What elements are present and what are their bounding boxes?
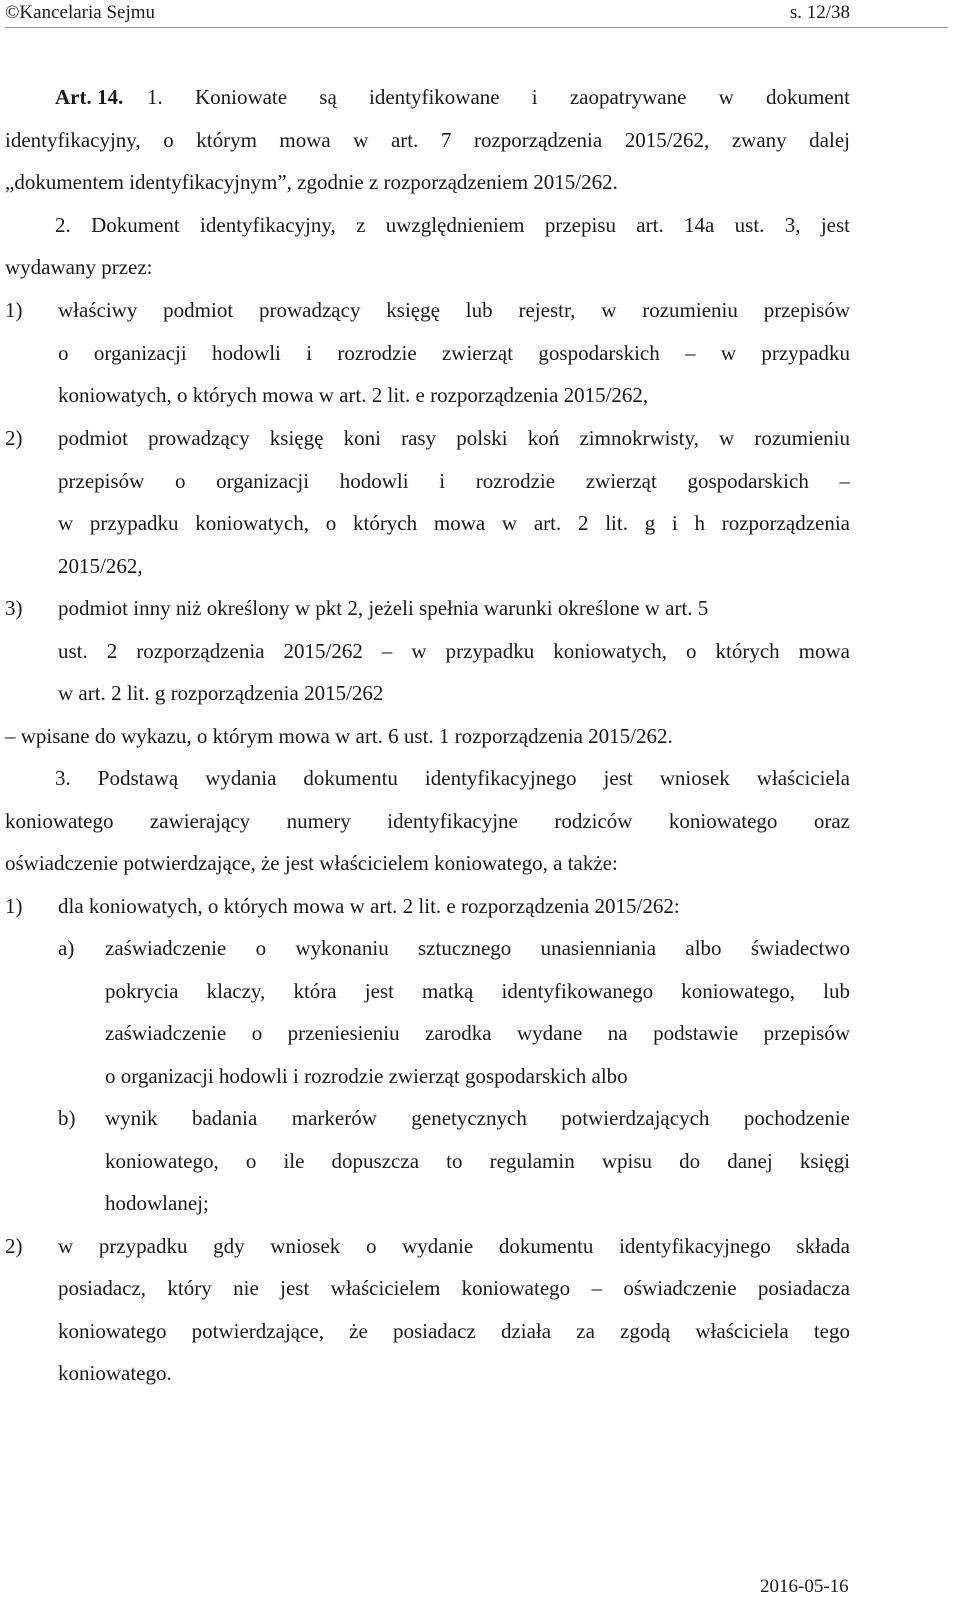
item-number: 2) bbox=[5, 426, 23, 450]
sub-item-line: pokrycia klaczy, która jest matką identyfikowanego koniowatego, lub bbox=[105, 979, 850, 1003]
sub-item-line: hodowlanej; bbox=[105, 1191, 209, 1215]
header-page-number: s. 12/38 bbox=[789, 2, 850, 23]
p3-line-1: 3. Podstawą wydania dokumentu identyfikacyjnego jest wniosek właściciela bbox=[55, 766, 850, 790]
article-first-line bbox=[55, 84, 850, 110]
item-line: podmiot inny niż określony w pkt 2, jeżeli spełnia warunki określone w art. 5 bbox=[58, 596, 709, 620]
p1-line-1: 1. Koniowate są identyfikowane i zaopatrywane w dokument bbox=[147, 85, 850, 109]
header-publisher: ©Kancelaria Sejmu bbox=[5, 2, 156, 23]
item-line: właściwy podmiot prowadzący księgę lub rejestr, w rozumieniu przepisów bbox=[58, 298, 850, 322]
item-line: przepisów o organizacji hodowli i rozrodzie zwierząt gospodarskich – bbox=[58, 469, 850, 493]
item-number: 1) bbox=[5, 298, 23, 322]
p3-line-3: oświadczenie potwierdzające, że jest właścicielem koniowatego, a także: bbox=[5, 851, 618, 875]
footer-date: 2016-05-16 bbox=[760, 1576, 849, 1597]
sub-item-line: o organizacji hodowli i rozrodzie zwierząt gospodarskich albo bbox=[105, 1064, 628, 1088]
item-line: koniowatego. bbox=[58, 1361, 172, 1385]
item-number: 3) bbox=[5, 596, 23, 620]
p2-line-2: wydawany przez: bbox=[5, 255, 153, 279]
sub-item-line: wynik badania markerów genetycznych potwierdzających pochodzenie bbox=[105, 1106, 850, 1130]
sub-item-line: zaświadczenie o przeniesieniu zarodka wydane na podstawie przepisów bbox=[105, 1021, 850, 1045]
page-header bbox=[0, 0, 960, 26]
item-line: podmiot prowadzący księgę koni rasy polski koń zimnokrwisty, w rozumieniu bbox=[58, 426, 850, 450]
item-line: dla koniowatych, o których mowa w art. 2 lit. e rozporządzenia 2015/262: bbox=[58, 894, 680, 918]
item-line: 2015/262, bbox=[58, 554, 143, 578]
item-number: 2) bbox=[5, 1234, 23, 1258]
item-line: w przypadku koniowatych, o których mowa w art. 2 lit. g i h rozporządzenia bbox=[58, 511, 850, 535]
item-line: koniowatego potwierdzające, że posiadacz działa za zgodą właściciela tego bbox=[58, 1319, 850, 1343]
sub-item-label: b) bbox=[58, 1106, 76, 1130]
header-rule bbox=[5, 27, 948, 28]
item-line: w art. 2 lit. g rozporządzenia 2015/262 bbox=[58, 681, 384, 705]
p1-line-2: identyfikacyjny, o którym mowa w art. 7 rozporządzenia 2015/262, zwany dalej bbox=[5, 128, 850, 152]
sub-item-line: zaświadczenie o wykonaniu sztucznego unasienniania albo świadectwo bbox=[105, 936, 850, 960]
p2-line-1: 2. Dokument identyfikacyjny, z uwzględnieniem przepisu art. 14a ust. 3, jest bbox=[55, 213, 850, 237]
item-line: koniowatych, o których mowa w art. 2 lit. e rozporządzenia 2015/262, bbox=[58, 383, 649, 407]
p1-line-3: „dokumentem identyfikacyjnym”, zgodnie z rozporządzeniem 2015/262. bbox=[5, 170, 618, 194]
p3-line-2: koniowatego zawierający numery identyfikacyjne rodziców koniowatego oraz bbox=[5, 809, 850, 833]
item-number: 1) bbox=[5, 894, 23, 918]
item-line: o organizacji hodowli i rozrodzie zwierząt gospodarskich – w przypadku bbox=[58, 341, 850, 365]
p2-closing: – wpisane do wykazu, o którym mowa w art. 6 ust. 1 rozporządzenia 2015/262. bbox=[5, 724, 673, 748]
item-line: w przypadku gdy wniosek o wydanie dokumentu identyfikacyjnego składa bbox=[58, 1234, 850, 1258]
sub-item-line: koniowatego, o ile dopuszcza to regulamin wpisu do danej księgi bbox=[105, 1149, 850, 1173]
item-line: posiadacz, który nie jest właścicielem koniowatego – oświadczenie posiadacza bbox=[58, 1276, 850, 1300]
item-line: ust. 2 rozporządzenia 2015/262 – w przypadku koniowatych, o których mowa bbox=[58, 639, 850, 663]
sub-item-label: a) bbox=[58, 936, 75, 960]
article-heading: Art. 14. bbox=[55, 85, 124, 109]
